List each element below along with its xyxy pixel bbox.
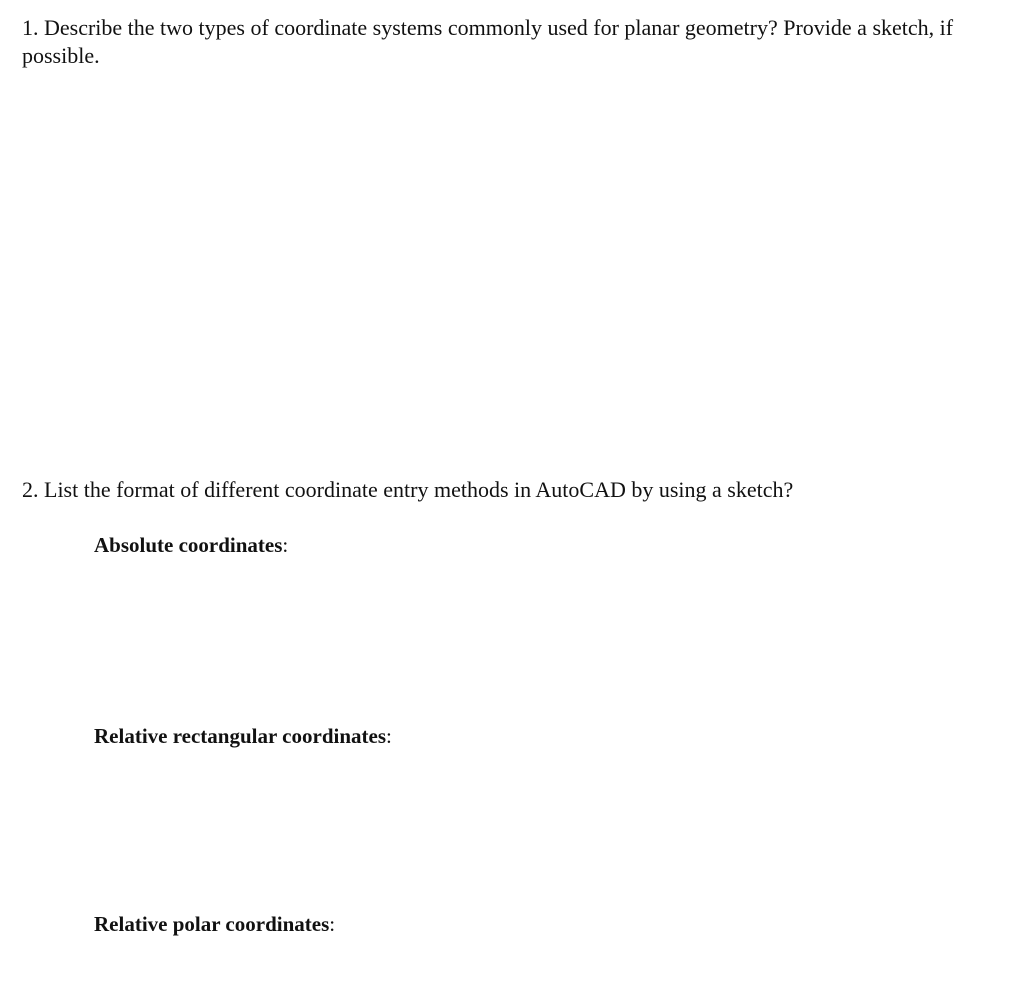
question-1-number: 1. (22, 15, 39, 40)
absolute-coordinates-heading (94, 532, 288, 558)
relative-polar-coordinates-colon: : (329, 912, 336, 936)
relative-polar-coordinates-label: Relative polar coordinates (94, 912, 330, 936)
relative-polar-coordinates-heading (94, 911, 335, 937)
relative-rectangular-coordinates-heading (94, 723, 392, 749)
question-2-number: 2. (22, 477, 39, 502)
question-1 (22, 14, 982, 70)
question-1-text: Describe the two types of coordinate systems commonly used for planar geometry? Provide a sketch, if possible. (22, 15, 954, 68)
absolute-coordinates-colon: : (282, 533, 289, 557)
relative-rectangular-coordinates-colon: : (386, 724, 392, 748)
question-2-text: List the format of different coordinate entry methods in AutoCAD by using a sketch? (44, 477, 794, 502)
relative-rectangular-coordinates-label: Relative rectangular coordinates (94, 724, 387, 748)
question-2 (22, 476, 982, 504)
absolute-coordinates-label: Absolute coordinates (94, 533, 283, 557)
